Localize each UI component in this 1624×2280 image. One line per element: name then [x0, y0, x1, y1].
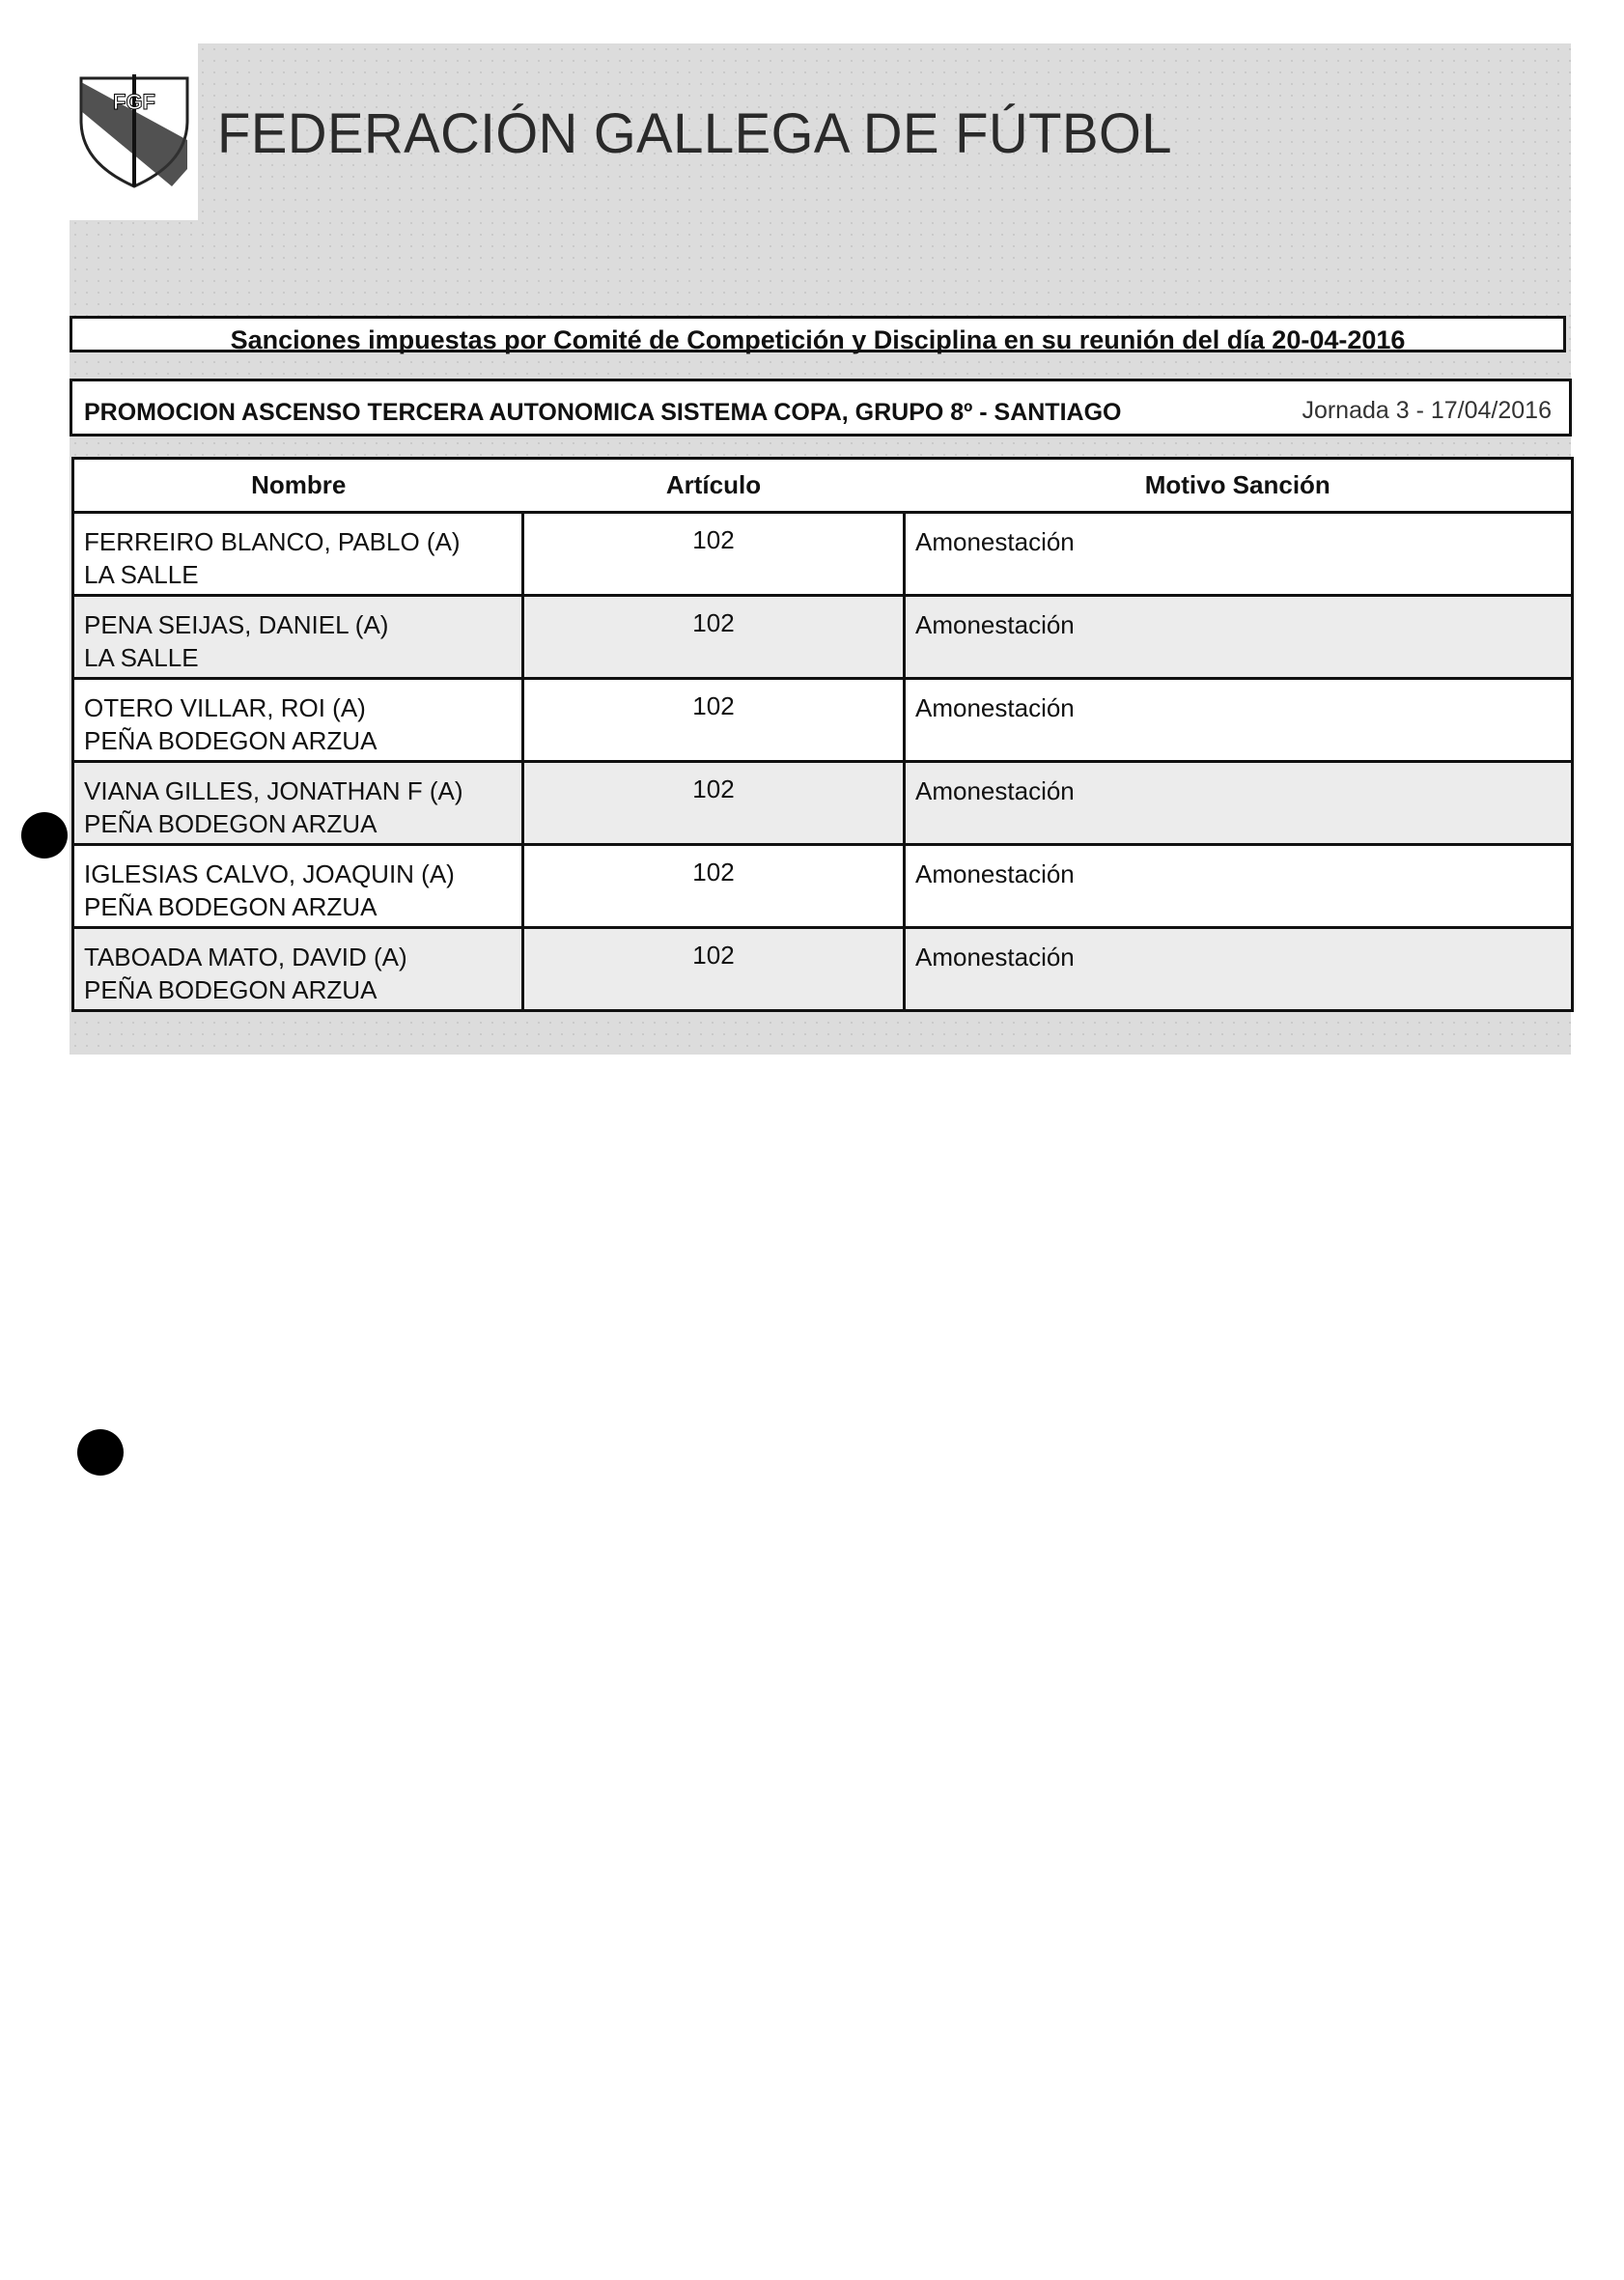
player-name: FERREIRO BLANCO, PABLO (A)	[84, 527, 461, 556]
session-title-box	[70, 316, 1566, 352]
reason-cell: Amonestación	[905, 845, 1573, 928]
competition-name: PROMOCION ASCENSO TERCERA AUTONOMICA SISTEMA COPA, GRUPO 8º - SANTIAGO	[84, 399, 1122, 426]
name-cell	[73, 845, 523, 928]
club-name: LA SALLE	[84, 643, 199, 672]
reason-cell: Amonestación	[905, 513, 1573, 596]
svg-text:FGF: FGF	[113, 90, 155, 114]
article-cell: 102	[523, 513, 905, 596]
name-cell	[73, 513, 523, 596]
club-name: PEÑA BODEGON ARZUA	[84, 726, 378, 755]
table-row	[73, 928, 1573, 1011]
col-name: Nombre	[73, 459, 523, 513]
reason-cell: Amonestación	[905, 596, 1573, 679]
reason-cell: Amonestación	[905, 928, 1573, 1011]
article-cell: 102	[523, 679, 905, 762]
name-cell	[73, 679, 523, 762]
name-cell	[73, 762, 523, 845]
club-name: PEÑA BODEGON ARZUA	[84, 975, 378, 1004]
sanctions-table	[71, 457, 1574, 1012]
name-cell	[73, 928, 523, 1011]
article-cell: 102	[523, 762, 905, 845]
table-header	[73, 459, 1573, 513]
round-date: Jornada 3 - 17/04/2016	[1302, 397, 1552, 424]
competition-box	[70, 379, 1572, 436]
col-article: Artículo	[523, 459, 905, 513]
session-title: Sanciones impuestas por Comité de Competición y Disciplina en su reunión del día 20-04-2016	[230, 325, 1406, 354]
name-cell	[73, 596, 523, 679]
table-row	[73, 845, 1573, 928]
club-name: PEÑA BODEGON ARZUA	[84, 809, 378, 838]
punch-hole	[21, 812, 68, 859]
player-name: PENA SEIJAS, DANIEL (A)	[84, 610, 389, 639]
article-cell: 102	[523, 928, 905, 1011]
table-row	[73, 762, 1573, 845]
reason-cell: Amonestación	[905, 679, 1573, 762]
col-reason: Motivo Sanción	[905, 459, 1573, 513]
player-name: OTERO VILLAR, ROI (A)	[84, 693, 366, 722]
article-cell: 102	[523, 845, 905, 928]
reason-cell: Amonestación	[905, 762, 1573, 845]
federation-logo-icon	[75, 72, 193, 188]
club-name: PEÑA BODEGON ARZUA	[84, 892, 378, 921]
org-title: FEDERACIÓN GALLEGA DE FÚTBOL	[217, 102, 1172, 165]
table-row	[73, 596, 1573, 679]
article-cell: 102	[523, 596, 905, 679]
table-row	[73, 513, 1573, 596]
punch-hole	[77, 1429, 124, 1476]
club-name: LA SALLE	[84, 560, 199, 589]
player-name: VIANA GILLES, JONATHAN F (A)	[84, 776, 463, 805]
player-name: IGLESIAS CALVO, JOAQUIN (A)	[84, 859, 455, 888]
table-row	[73, 679, 1573, 762]
player-name: TABOADA MATO, DAVID (A)	[84, 943, 407, 971]
